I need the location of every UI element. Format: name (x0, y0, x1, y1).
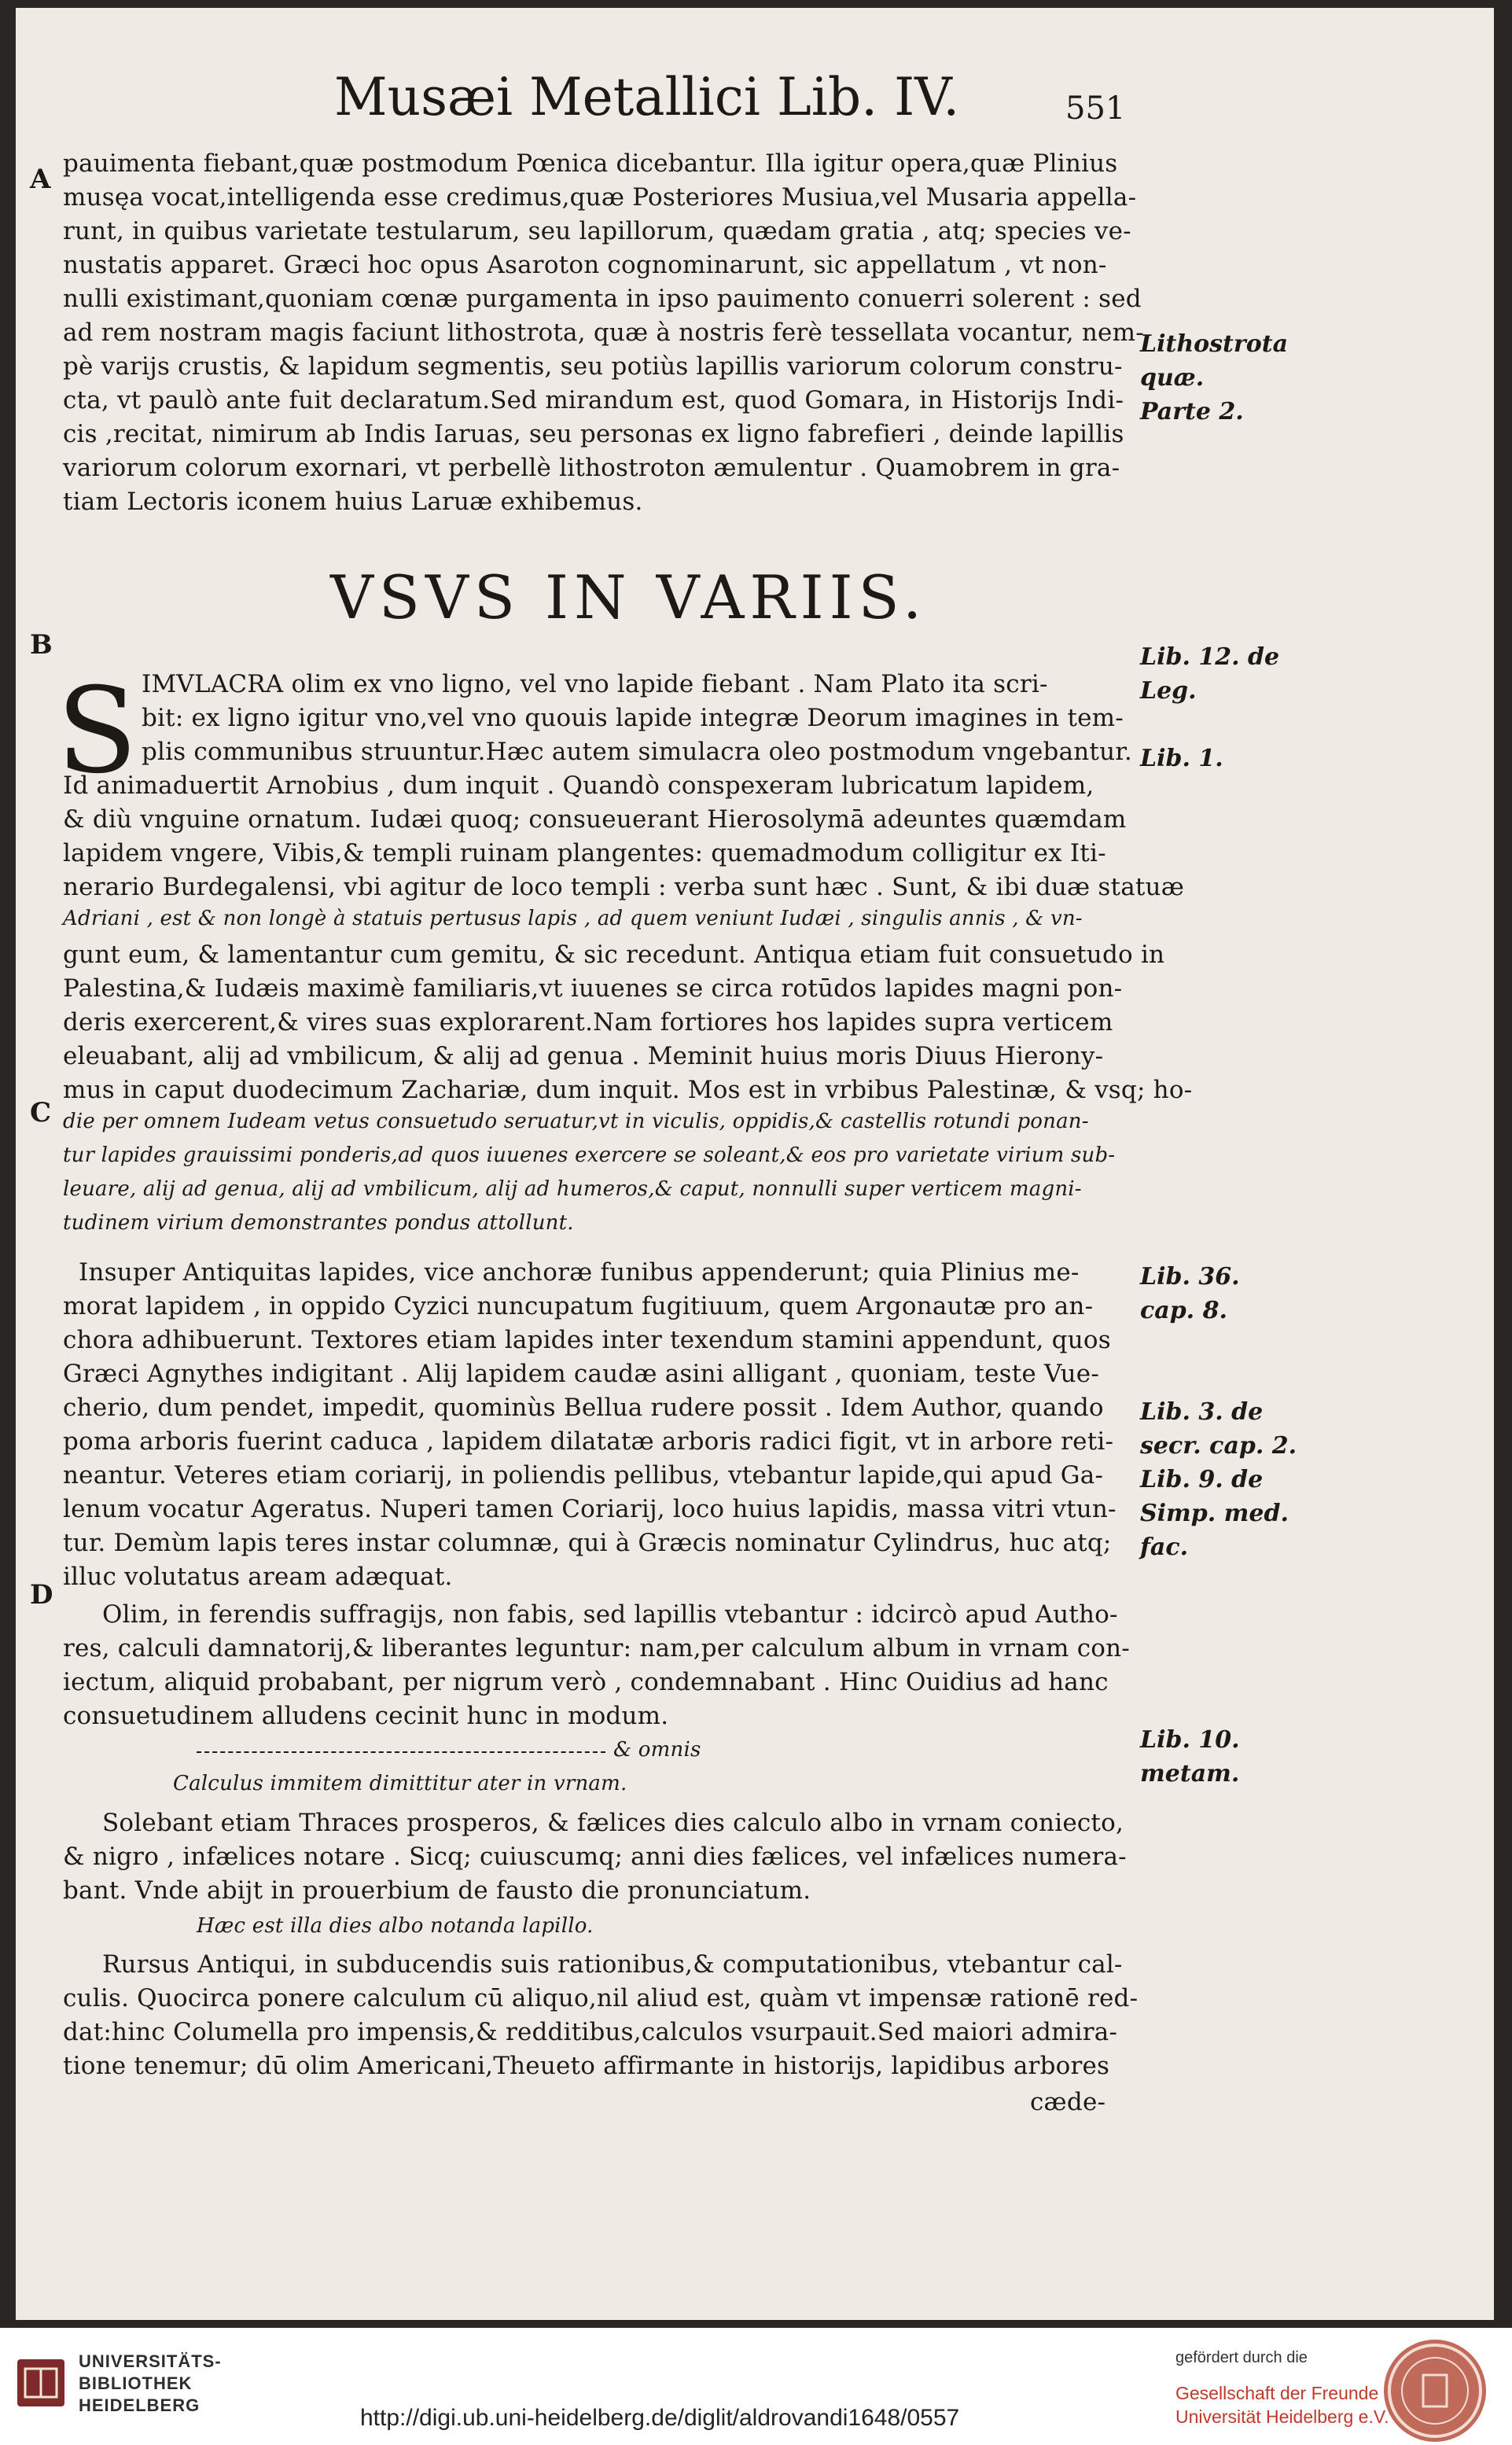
text-line: pè varijs crustis, & lapidum segmentis, seu potiùs lapillis variorum colorum constru- (63, 352, 1123, 381)
text-line: & diù vnguine ornatum. Iudæi quoq; consueuerant Hierosolymā adeuntes quæmdam (63, 805, 1127, 834)
section-marker-c: C (30, 1097, 52, 1129)
text-line: bant. Vnde abijt in prouerbium de fausto die pronunciatum. (63, 1876, 811, 1905)
text-line: IMVLACRA olim ex vno ligno, vel vno lapide fiebant . Nam Plato ita scri- (142, 670, 1048, 698)
library-name-line: HEIDELBERG (79, 2395, 200, 2415)
text-line: nulli existimant,quoniam cœnæ purgamenta in ipso pauimento conuerri solerent : sed (63, 285, 1142, 313)
margin-note: Leg. (1140, 677, 1197, 705)
text-line: ad rem nostram magis faciunt lithostrota, quæ à nostris ferè tessellata vocantur, nem- (63, 319, 1144, 347)
sponsor-name-line: Gesellschaft der Freunde (1175, 2383, 1379, 2403)
margin-note: Lithostrota (1140, 330, 1289, 358)
text-line: culis. Quocirca ponere calculum cū aliquo,nil aliud est, quàm vt impensæ rationē red- (63, 1984, 1139, 2012)
text-line: variorum colorum exornari, vt perbellè lithostroton æmulentur . Quamobrem in gra- (63, 454, 1120, 482)
book-page (16, 8, 1494, 2320)
text-line: tione tenemur; dū olim Americani,Theueto affirmante in historijs, lapidibus arbores (63, 2052, 1110, 2080)
text-line: tudinem virium demonstrantes pondus attollunt. (63, 1211, 574, 1235)
text-line: bit: ex ligno igitur vno,vel vno quouis lapide integræ Deorum imagines in tem- (142, 704, 1124, 732)
text-line: gunt eum, & lamentantur cum gemitu, & sic recedunt. Antiqua etiam fuit consuetudo in (63, 941, 1165, 969)
text-line: Id animaduertit Arnobius , dum inquit . Quandò conspexeram lubricatum lapidem, (63, 771, 1094, 800)
text-line: deris exercerent,& vires suas explorarent.Nam fortiores hos lapides supra verticem (63, 1008, 1113, 1037)
margin-note: Lib. 10. (1140, 1726, 1240, 1754)
margin-note: fac. (1140, 1534, 1189, 1561)
verse-ellipsis-line (197, 1751, 605, 1753)
text-line: eleuabant, alij ad vmbilicum, & alij ad genua . Meminit huius moris Diuus Hierony- (63, 1042, 1104, 1070)
text-line: Adriani , est & non longè à statuis pertusus lapis , ad quem veniunt Iudæi , singulis annis , & vn- (63, 907, 1083, 930)
university-seal-icon (1384, 2340, 1486, 2442)
text-line: cherio, dum pendet, impedit, quominùs Bellua rudere possit . Idem Author, quando (63, 1394, 1104, 1422)
text-line: Insuper Antiquitas lapides, vice anchoræ funibus appenderunt; quia Plinius me- (79, 1258, 1080, 1287)
margin-note: Lib. 36. (1140, 1263, 1240, 1291)
verse-line: Calculus immitem dimittitur ater in vrnam. (173, 1772, 627, 1795)
text-line: res, calculi damnatorij,& liberantes leguntur: nam,per calculum album in vrnam con- (63, 1634, 1130, 1663)
text-line: pauimenta fiebant,quæ postmodum Pœnica dicebantur. Illa igitur opera,quæ Plinius (63, 149, 1118, 178)
sponsor-name-line: Universität Heidelberg e.V. (1175, 2406, 1389, 2427)
running-head-title: Musæi Metallici Lib. IV. (334, 67, 960, 127)
text-line: cis ,recitat, nimirum ab Indis Iaruas, seu personas ex ligno fabrefieri , deinde lapillis (63, 420, 1124, 448)
text-line: plis communibus struuntur.Hæc autem simulacra oleo postmodum vngebantur. (142, 738, 1132, 766)
text-line: illuc volutatus aream adæquat. (63, 1563, 453, 1591)
text-line: morat lapidem , in oppido Cyzici nuncupatum fugitiuum, quem Argonautæ pro an- (63, 1292, 1094, 1320)
library-logo-icon (17, 2359, 64, 2406)
text-line: iectum, aliquid probabant, per nigrum verò , condemnabant . Hinc Ouidius ad hanc (63, 1668, 1109, 1696)
margin-note: Simp. med. (1140, 1500, 1289, 1527)
text-line: mus in caput duodecimum Zachariæ, dum inquit. Mos est in vrbibus Palestinæ, & vsq; ho- (63, 1076, 1193, 1104)
margin-note: Parte 2. (1140, 398, 1244, 425)
section-marker-d: D (30, 1579, 53, 1611)
text-line: runt, in quibus varietate testularum, seu lapillorum, quædam gratia , atq; species ve- (63, 217, 1131, 245)
section-marker-a: A (30, 164, 51, 195)
section-marker-b: B (30, 629, 53, 661)
text-line: Palestina,& Iudæis maximè familiaris,vt iuuenes se circa rotūdos lapides magni pon- (63, 974, 1123, 1003)
margin-note: Lib. 12. de (1140, 643, 1280, 671)
text-line: chora adhibuerunt. Textores etiam lapides inter texendum stamini appendunt, quos (63, 1326, 1111, 1354)
section-heading: VSVS IN VARIIS. (330, 562, 928, 632)
verse-line: & omnis (613, 1738, 701, 1762)
margin-note: secr. cap. 2. (1140, 1432, 1297, 1460)
margin-note: Lib. 3. de (1140, 1398, 1264, 1426)
text-line: tur. Demùm lapis teres instar columnæ, qui à Græcis nominatur Cylindrus, huc atq; (63, 1529, 1112, 1557)
text-line: musęa vocat,intelligenda esse credimus,quæ Posteriores Musiua,vel Musaria appella- (63, 183, 1137, 212)
text-line: lenum vocatur Ageratus. Nuperi tamen Coriarij, loco huius lapidis, massa vitri vtun- (63, 1495, 1117, 1523)
text-line: tur lapides grauissimi ponderis,ad quos iuuenes exercere se soleant,& eos pro varietate virium sub- (63, 1143, 1116, 1167)
text-line: tiam Lectoris iconem huius Laruæ exhibemus. (63, 488, 643, 516)
verse-line: Hæc est illa dies albo notanda lapillo. (197, 1914, 594, 1938)
margin-note: metam. (1140, 1760, 1240, 1788)
text-line: die per omnem Iudeam vetus consuetudo seruatur,vt in viculis, oppidis,& castellis rotundi ponan- (63, 1110, 1089, 1133)
text-line: Solebant etiam Thraces prosperos, & fælices dies calculo albo in vrnam coniecto, (102, 1809, 1124, 1837)
text-line: leuare, alij ad genua, alij ad vmbilicum, alij ad humeros,& caput, nonnulli super verticem magni- (63, 1177, 1082, 1201)
catchword: cæde- (1030, 2088, 1106, 2116)
margin-note: Lib. 1. (1140, 745, 1223, 772)
text-line: Rursus Antiqui, in subducendis suis rationibus,& computationibus, vtebantur cal- (102, 1950, 1123, 1979)
text-line: Græci Agnythes indigitant . Alij lapidem caudæ asini alligant , quoniam, teste Vue- (63, 1360, 1100, 1388)
text-line: lapidem vngere, Vibis,& templi ruinam plangentes: quemadmodum colligitur ex Iti- (63, 839, 1106, 867)
text-line: nustatis apparet. Græci hoc opus Asaroton cognominarunt, sic appellatum , vt non- (63, 251, 1107, 279)
text-line: dat:hinc Columella pro impensis,& redditibus,calculos vsurpauit.Sed maiori admira- (63, 2018, 1118, 2046)
library-name-line: UNIVERSITÄTS- (79, 2351, 222, 2371)
sponsor-label: gefördert durch die (1175, 2349, 1308, 2366)
text-line: neantur. Veteres etiam coriarij, in poliendis pellibus, vtebantur lapide,qui apud Ga- (63, 1461, 1104, 1489)
text-line: Olim, in ferendis suffragijs, non fabis, sed lapillis vtebantur : idcircò apud Autho- (102, 1600, 1118, 1629)
text-line: & nigro , infælices notare . Sicq; cuiuscumq; anni dies fælices, vel infælices numera- (63, 1843, 1127, 1871)
text-line: consuetudinem alludens cecinit hunc in modum. (63, 1702, 669, 1730)
drop-capital: S (57, 663, 138, 800)
permalink-url[interactable]: http://digi.ub.uni-heidelberg.de/diglit/aldrovandi1648/0557 (360, 2405, 960, 2431)
library-name-line: BIBLIOTHEK (79, 2373, 193, 2393)
text-line: cta, vt paulò ante fuit declaratum.Sed mirandum est, quod Gomara, in Historijs Indi- (63, 386, 1124, 414)
text-line: nerario Burdegalensi, vbi agitur de loco templi : verba sunt hæc . Sunt, & ibi duæ statuæ (63, 873, 1185, 901)
text-line: poma arboris fuerint caduca , lapidem dilatatæ arboris radici figit, vt in arbore reti- (63, 1427, 1114, 1456)
margin-note: cap. 8. (1140, 1297, 1227, 1324)
margin-note: quæ. (1140, 364, 1205, 392)
margin-note: Lib. 9. de (1140, 1466, 1264, 1493)
page-number: 551 (1065, 90, 1126, 127)
